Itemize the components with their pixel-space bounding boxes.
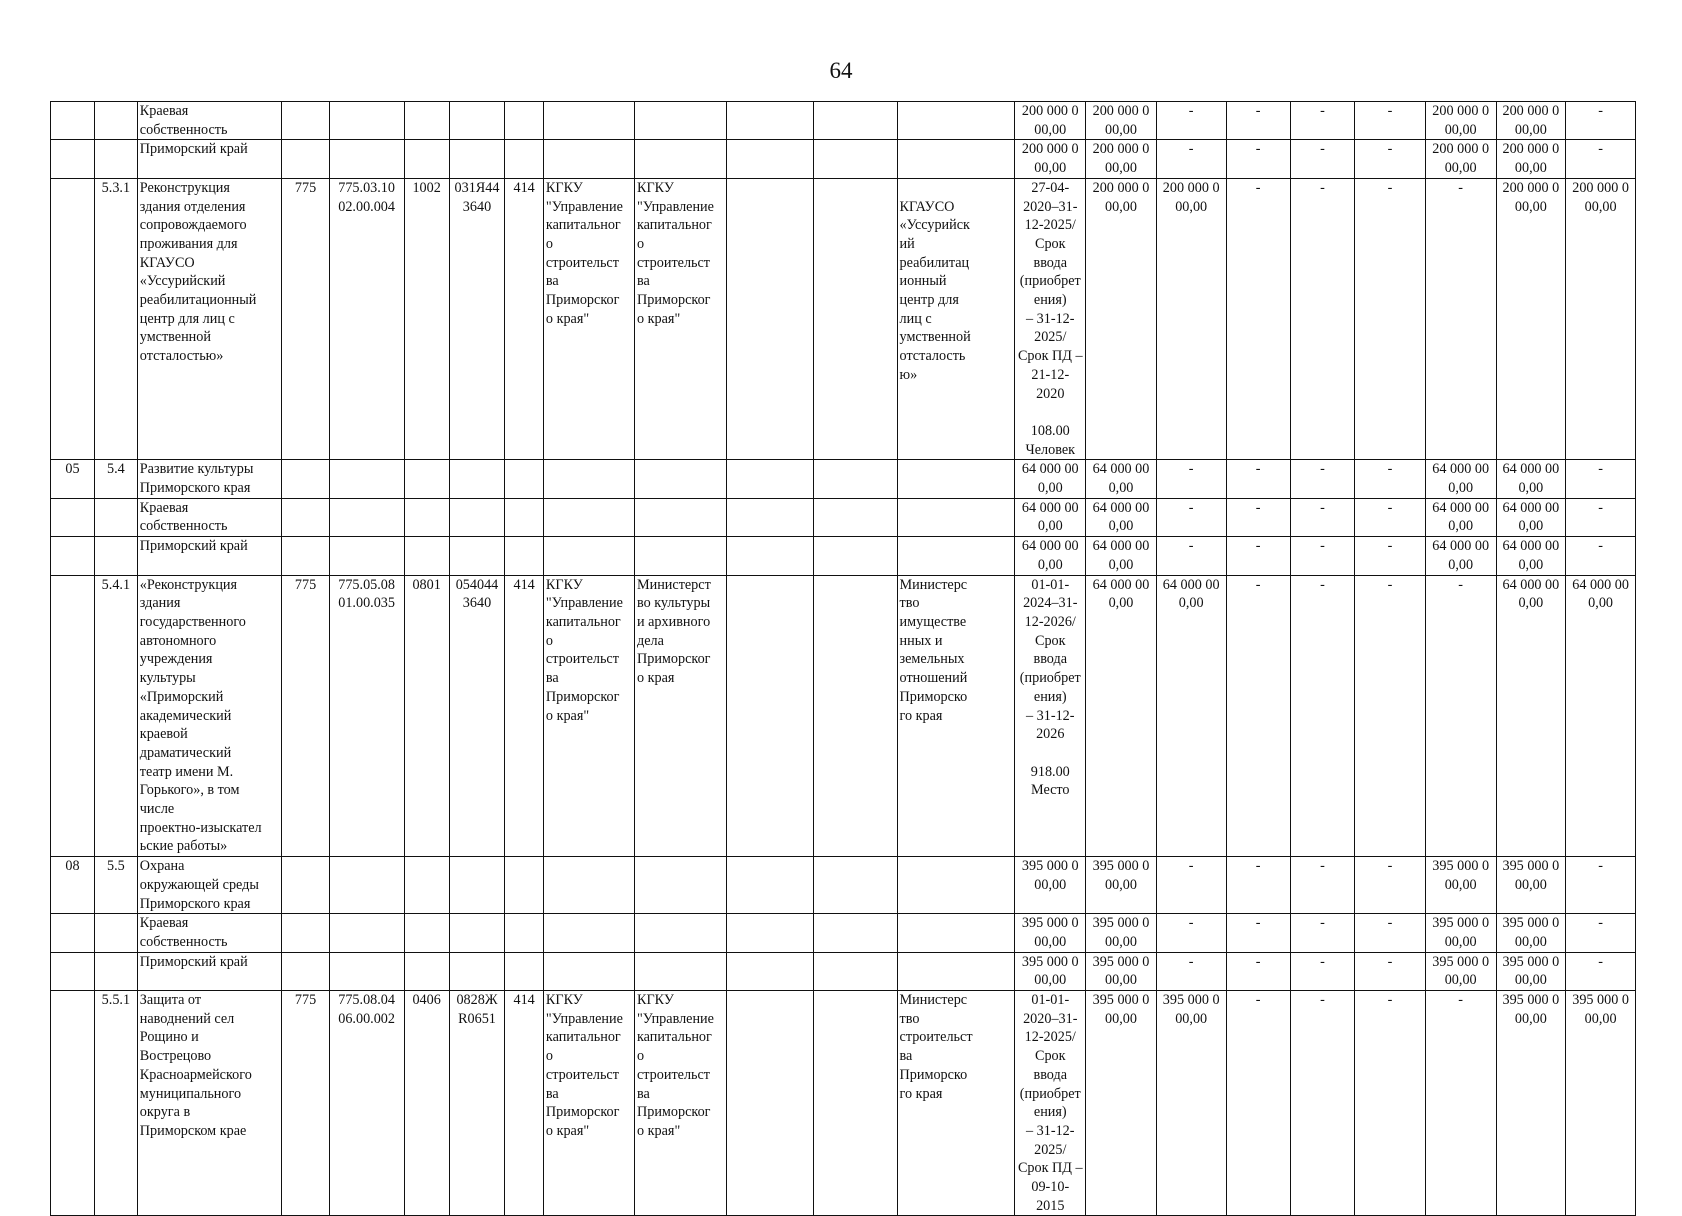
cell-deadlines-capacity: Министерс тво строительст ва Приморско го края xyxy=(897,991,1015,1216)
cell-fy-2027: - xyxy=(1355,952,1426,990)
cell-fy-2024: - xyxy=(1156,914,1226,952)
cell-item-number xyxy=(94,498,137,536)
cell-program-code xyxy=(329,140,404,178)
cell-developer xyxy=(635,914,727,952)
cell-fy-2026: - xyxy=(1290,914,1354,952)
cell-item-name: Краевая собственность xyxy=(137,498,282,536)
cell-fy-2029: 395 000 0 00,00 xyxy=(1496,952,1566,990)
cell-total-cost: 64 000 00 0,00 xyxy=(1015,537,1086,575)
cell-section-code: 08 xyxy=(51,857,95,914)
table-row xyxy=(51,102,1636,140)
cell-ministry-code: 775 xyxy=(282,575,329,857)
cell-owner xyxy=(813,140,897,178)
cell-fy-2027: - xyxy=(1355,914,1426,952)
cell-developer xyxy=(635,102,727,140)
cell-expense-type xyxy=(505,498,544,536)
cell-deadlines-capacity xyxy=(897,952,1015,990)
cell-ministry-code xyxy=(282,537,329,575)
cell-item-number xyxy=(94,914,137,952)
cell-fy-2025: - xyxy=(1226,102,1290,140)
cell-target-article: 031Я44 3640 xyxy=(449,178,505,460)
cell-target-article xyxy=(449,914,505,952)
cell-section-code xyxy=(51,537,95,575)
cell-customer xyxy=(543,460,634,498)
cell-total-cost: 395 000 0 00,00 xyxy=(1015,914,1086,952)
cell-fy-2030: 200 000 0 00,00 xyxy=(1566,178,1636,460)
cell-program-code xyxy=(329,857,404,914)
cell-funding-total: 64 000 00 0,00 xyxy=(1086,575,1157,857)
cell-fy-2028: 64 000 00 0,00 xyxy=(1425,537,1496,575)
cell-ministry-code xyxy=(282,498,329,536)
cell-developer: КГКУ "Управление капитальног о строительст ва Приморског о края" xyxy=(635,991,727,1216)
cell-deadlines-capacity: КГАУСО «Уссурийск ий реабилитац ионный центр для лиц с умственной отсталость ю» xyxy=(897,178,1015,460)
cell-owner xyxy=(813,178,897,460)
cell-col-blank xyxy=(727,140,814,178)
cell-fy-2024: - xyxy=(1156,537,1226,575)
cell-ministry-code: 775 xyxy=(282,178,329,460)
cell-fy-2030: - xyxy=(1566,498,1636,536)
cell-fy-2025: - xyxy=(1226,952,1290,990)
cell-fy-2030: - xyxy=(1566,952,1636,990)
cell-col-blank xyxy=(727,460,814,498)
cell-fy-2029: 64 000 00 0,00 xyxy=(1496,460,1566,498)
cell-customer: КГКУ "Управление капитальног о строительст ва Приморског о края" xyxy=(543,991,634,1216)
table-row xyxy=(51,857,1636,914)
cell-fy-2029: 395 000 0 00,00 xyxy=(1496,857,1566,914)
cell-customer xyxy=(543,498,634,536)
table-row xyxy=(51,914,1636,952)
cell-fy-2025: - xyxy=(1226,178,1290,460)
cell-section-code xyxy=(51,952,95,990)
cell-customer xyxy=(543,102,634,140)
cell-fy-2030: - xyxy=(1566,914,1636,952)
cell-funding-total: 395 000 0 00,00 xyxy=(1086,952,1157,990)
cell-expense-type xyxy=(505,102,544,140)
cell-funding-total: 64 000 00 0,00 xyxy=(1086,498,1157,536)
cell-fy-2030: - xyxy=(1566,140,1636,178)
cell-fy-2026: - xyxy=(1290,102,1354,140)
cell-owner xyxy=(813,857,897,914)
cell-total-cost: 200 000 0 00,00 xyxy=(1015,102,1086,140)
cell-deadlines-capacity xyxy=(897,498,1015,536)
cell-fy-2029: 64 000 00 0,00 xyxy=(1496,575,1566,857)
cell-fy-2024: - xyxy=(1156,857,1226,914)
cell-fy-2030: - xyxy=(1566,102,1636,140)
cell-fy-2025: - xyxy=(1226,140,1290,178)
cell-section-code xyxy=(51,140,95,178)
cell-customer: КГКУ "Управление капитальног о строительст ва Приморског о края" xyxy=(543,178,634,460)
cell-fy-2025: - xyxy=(1226,991,1290,1216)
cell-item-name: Приморский край xyxy=(137,537,282,575)
cell-program-code xyxy=(329,952,404,990)
cell-item-name: «Реконструкция здания государственного автономного учреждения культуры «Приморский академический краевой драматический театр имени М. Горького», в том числе проектно-изыскател ьские работы» xyxy=(137,575,282,857)
cell-item-name: Приморский край xyxy=(137,952,282,990)
cell-item-number xyxy=(94,102,137,140)
cell-target-article xyxy=(449,498,505,536)
cell-item-name: Развитие культуры Приморского края xyxy=(137,460,282,498)
cell-fy-2024: 64 000 00 0,00 xyxy=(1156,575,1226,857)
cell-fy-2026: - xyxy=(1290,857,1354,914)
cell-expense-type xyxy=(505,914,544,952)
cell-expense-type: 414 xyxy=(505,178,544,460)
cell-developer xyxy=(635,952,727,990)
cell-owner xyxy=(813,537,897,575)
cell-fy-2030: - xyxy=(1566,857,1636,914)
cell-funding-total: 200 000 0 00,00 xyxy=(1086,102,1157,140)
cell-deadlines-capacity xyxy=(897,102,1015,140)
cell-total-cost: 01-01-2020–31- 12-2025/ Срок ввода (приобретения) – 31-12-2025/ Срок ПД – 09-10-2015 xyxy=(1015,991,1086,1216)
cell-item-name: Приморский край xyxy=(137,140,282,178)
cell-fy-2028: 395 000 0 00,00 xyxy=(1425,857,1496,914)
cell-program-code: 775.03.10 02.00.004 xyxy=(329,178,404,460)
cell-customer xyxy=(543,140,634,178)
cell-item-number xyxy=(94,537,137,575)
cell-owner xyxy=(813,575,897,857)
cell-deadlines-capacity xyxy=(897,460,1015,498)
cell-fy-2027: - xyxy=(1355,498,1426,536)
cell-item-name: Краевая собственность xyxy=(137,102,282,140)
cell-program-code: 775.05.08 01.00.035 xyxy=(329,575,404,857)
cell-col-blank xyxy=(727,537,814,575)
cell-target-article xyxy=(449,102,505,140)
cell-target-article xyxy=(449,460,505,498)
table-row xyxy=(51,952,1636,990)
table-row xyxy=(51,537,1636,575)
cell-section-subsection xyxy=(404,140,449,178)
cell-fy-2030: - xyxy=(1566,537,1636,575)
cell-deadlines-capacity xyxy=(897,857,1015,914)
cell-expense-type xyxy=(505,537,544,575)
cell-item-number: 5.4 xyxy=(94,460,137,498)
cell-ministry-code: 775 xyxy=(282,991,329,1216)
cell-customer xyxy=(543,952,634,990)
cell-fy-2024: - xyxy=(1156,140,1226,178)
cell-fy-2029: 395 000 0 00,00 xyxy=(1496,991,1566,1216)
cell-target-article xyxy=(449,140,505,178)
cell-col-blank xyxy=(727,102,814,140)
cell-fy-2025: - xyxy=(1226,498,1290,536)
cell-developer: КГКУ "Управление капитальног о строительст ва Приморског о края" xyxy=(635,178,727,460)
cell-deadlines-capacity xyxy=(897,140,1015,178)
cell-program-code xyxy=(329,537,404,575)
table-row xyxy=(51,140,1636,178)
cell-fy-2027: - xyxy=(1355,102,1426,140)
cell-section-code xyxy=(51,914,95,952)
cell-fy-2030: 64 000 00 0,00 xyxy=(1566,575,1636,857)
cell-section-code xyxy=(51,498,95,536)
cell-developer xyxy=(635,498,727,536)
cell-fy-2024: - xyxy=(1156,102,1226,140)
cell-fy-2028: - xyxy=(1425,178,1496,460)
cell-fy-2028: - xyxy=(1425,575,1496,857)
cell-fy-2029: 200 000 0 00,00 xyxy=(1496,140,1566,178)
cell-developer xyxy=(635,857,727,914)
cell-funding-total: 64 000 00 0,00 xyxy=(1086,460,1157,498)
cell-customer: КГКУ "Управление капитальног о строительст ва Приморског о края" xyxy=(543,575,634,857)
cell-fy-2027: - xyxy=(1355,857,1426,914)
cell-fy-2024: - xyxy=(1156,460,1226,498)
cell-item-name: Охрана окружающей среды Приморского края xyxy=(137,857,282,914)
cell-fy-2025: - xyxy=(1226,537,1290,575)
cell-fy-2025: - xyxy=(1226,914,1290,952)
cell-col-blank xyxy=(727,914,814,952)
cell-section-subsection xyxy=(404,857,449,914)
cell-fy-2028: 64 000 00 0,00 xyxy=(1425,460,1496,498)
cell-section-code: 05 xyxy=(51,460,95,498)
table-row xyxy=(51,991,1636,1216)
cell-fy-2025: - xyxy=(1226,575,1290,857)
cell-fy-2026: - xyxy=(1290,498,1354,536)
cell-fy-2028: - xyxy=(1425,991,1496,1216)
cell-section-subsection: 1002 xyxy=(404,178,449,460)
cell-customer xyxy=(543,857,634,914)
cell-fy-2028: 200 000 0 00,00 xyxy=(1425,102,1496,140)
cell-deadlines-capacity xyxy=(897,537,1015,575)
cell-developer xyxy=(635,537,727,575)
cell-section-code xyxy=(51,102,95,140)
cell-fy-2029: 200 000 0 00,00 xyxy=(1496,178,1566,460)
cell-ministry-code xyxy=(282,857,329,914)
cell-owner xyxy=(813,460,897,498)
cell-fy-2026: - xyxy=(1290,575,1354,857)
cell-total-cost: 64 000 00 0,00 xyxy=(1015,460,1086,498)
cell-program-code xyxy=(329,914,404,952)
cell-fy-2027: - xyxy=(1355,537,1426,575)
cell-owner xyxy=(813,102,897,140)
cell-funding-total: 395 000 0 00,00 xyxy=(1086,914,1157,952)
cell-col-blank xyxy=(727,952,814,990)
cell-col-blank xyxy=(727,178,814,460)
cell-target-article xyxy=(449,857,505,914)
cell-fy-2028: 200 000 0 00,00 xyxy=(1425,140,1496,178)
cell-item-number: 5.5 xyxy=(94,857,137,914)
cell-section-subsection xyxy=(404,498,449,536)
cell-col-blank xyxy=(727,575,814,857)
cell-ministry-code xyxy=(282,952,329,990)
cell-section-subsection xyxy=(404,460,449,498)
cell-fy-2030: - xyxy=(1566,460,1636,498)
cell-ministry-code xyxy=(282,914,329,952)
cell-expense-type: 414 xyxy=(505,575,544,857)
cell-funding-total: 395 000 0 00,00 xyxy=(1086,857,1157,914)
cell-section-code xyxy=(51,178,95,460)
table-row xyxy=(51,460,1636,498)
cell-fy-2029: 64 000 00 0,00 xyxy=(1496,498,1566,536)
cell-owner xyxy=(813,498,897,536)
cell-ministry-code xyxy=(282,102,329,140)
cell-deadlines-capacity xyxy=(897,914,1015,952)
cell-fy-2024: - xyxy=(1156,498,1226,536)
cell-total-cost: 64 000 00 0,00 xyxy=(1015,498,1086,536)
table-row xyxy=(51,498,1636,536)
cell-deadlines-capacity: Министерс тво имуществе нных и земельных отношений Приморско го края xyxy=(897,575,1015,857)
cell-fy-2024: - xyxy=(1156,952,1226,990)
cell-item-number xyxy=(94,140,137,178)
cell-ministry-code xyxy=(282,140,329,178)
cell-fy-2026: - xyxy=(1290,952,1354,990)
cell-col-blank xyxy=(727,991,814,1216)
cell-total-cost: 200 000 0 00,00 xyxy=(1015,140,1086,178)
cell-owner xyxy=(813,952,897,990)
cell-item-number: 5.4.1 xyxy=(94,575,137,857)
cell-target-article: 054044 3640 xyxy=(449,575,505,857)
cell-section-subsection xyxy=(404,914,449,952)
cell-developer: Министерст во культуры и архивного дела Приморског о края xyxy=(635,575,727,857)
cell-customer xyxy=(543,537,634,575)
cell-program-code xyxy=(329,102,404,140)
cell-total-cost: 01-01-2024–31- 12-2026/ Срок ввода (приобретения) – 31-12-2026 918.00 Место xyxy=(1015,575,1086,857)
cell-fy-2029: 200 000 0 00,00 xyxy=(1496,102,1566,140)
cell-fy-2028: 395 000 0 00,00 xyxy=(1425,914,1496,952)
cell-fy-2026: - xyxy=(1290,140,1354,178)
cell-funding-total: 200 000 0 00,00 xyxy=(1086,178,1157,460)
page-number: 64 xyxy=(829,58,853,83)
cell-item-number: 5.3.1 xyxy=(94,178,137,460)
cell-col-blank xyxy=(727,857,814,914)
cell-section-subsection xyxy=(404,952,449,990)
cell-item-number: 5.5.1 xyxy=(94,991,137,1216)
cell-fy-2027: - xyxy=(1355,991,1426,1216)
cell-expense-type: 414 xyxy=(505,991,544,1216)
cell-item-number xyxy=(94,952,137,990)
cell-section-code xyxy=(51,575,95,857)
cell-expense-type xyxy=(505,952,544,990)
cell-total-cost: 27-04-2020–31- 12-2025/ Срок ввода (приобретения) – 31-12-2025/ Срок ПД – 21-12-2020 108.00 Человек xyxy=(1015,178,1086,460)
table-row xyxy=(51,178,1636,460)
cell-expense-type xyxy=(505,460,544,498)
cell-target-article: 0828Ж R0651 xyxy=(449,991,505,1216)
cell-fy-2027: - xyxy=(1355,460,1426,498)
cell-fy-2030: 395 000 0 00,00 xyxy=(1566,991,1636,1216)
cell-fy-2029: 64 000 00 0,00 xyxy=(1496,537,1566,575)
cell-fy-2025: - xyxy=(1226,460,1290,498)
cell-funding-total: 64 000 00 0,00 xyxy=(1086,537,1157,575)
program-table xyxy=(50,101,1636,1216)
cell-customer xyxy=(543,914,634,952)
table-row xyxy=(51,575,1636,857)
cell-owner xyxy=(813,991,897,1216)
cell-fy-2028: 395 000 0 00,00 xyxy=(1425,952,1496,990)
cell-funding-total: 200 000 0 00,00 xyxy=(1086,140,1157,178)
cell-item-name: Защита от наводнений сел Рощино и Вострецово Красноармейского муниципального округа в Приморском крае xyxy=(137,991,282,1216)
cell-program-code xyxy=(329,498,404,536)
cell-program-code xyxy=(329,460,404,498)
cell-fy-2025: - xyxy=(1226,857,1290,914)
cell-expense-type xyxy=(505,857,544,914)
cell-fy-2024: 395 000 0 00,00 xyxy=(1156,991,1226,1216)
cell-fy-2027: - xyxy=(1355,575,1426,857)
cell-fy-2024: 200 000 0 00,00 xyxy=(1156,178,1226,460)
cell-fy-2026: - xyxy=(1290,460,1354,498)
cell-fy-2027: - xyxy=(1355,140,1426,178)
cell-section-code xyxy=(51,991,95,1216)
cell-program-code: 775.08.04 06.00.002 xyxy=(329,991,404,1216)
cell-developer xyxy=(635,460,727,498)
cell-funding-total: 395 000 0 00,00 xyxy=(1086,991,1157,1216)
cell-section-subsection: 0801 xyxy=(404,575,449,857)
cell-section-subsection xyxy=(404,102,449,140)
cell-ministry-code xyxy=(282,460,329,498)
cell-target-article xyxy=(449,537,505,575)
cell-item-name: Реконструкция здания отделения сопровождаемого проживания для КГАУСО «Уссурийский реабилитационный центр для лиц с умственной отсталостью» xyxy=(137,178,282,460)
cell-col-blank xyxy=(727,498,814,536)
cell-fy-2026: - xyxy=(1290,537,1354,575)
cell-fy-2029: 395 000 0 00,00 xyxy=(1496,914,1566,952)
cell-target-article xyxy=(449,952,505,990)
cell-item-name: Краевая собственность xyxy=(137,914,282,952)
cell-fy-2026: - xyxy=(1290,178,1354,460)
cell-section-subsection xyxy=(404,537,449,575)
cell-owner xyxy=(813,914,897,952)
cell-total-cost: 395 000 0 00,00 xyxy=(1015,952,1086,990)
cell-fy-2027: - xyxy=(1355,178,1426,460)
cell-total-cost: 395 000 0 00,00 xyxy=(1015,857,1086,914)
cell-fy-2026: - xyxy=(1290,991,1354,1216)
cell-expense-type xyxy=(505,140,544,178)
cell-developer xyxy=(635,140,727,178)
cell-fy-2028: 64 000 00 0,00 xyxy=(1425,498,1496,536)
cell-section-subsection: 0406 xyxy=(404,991,449,1216)
